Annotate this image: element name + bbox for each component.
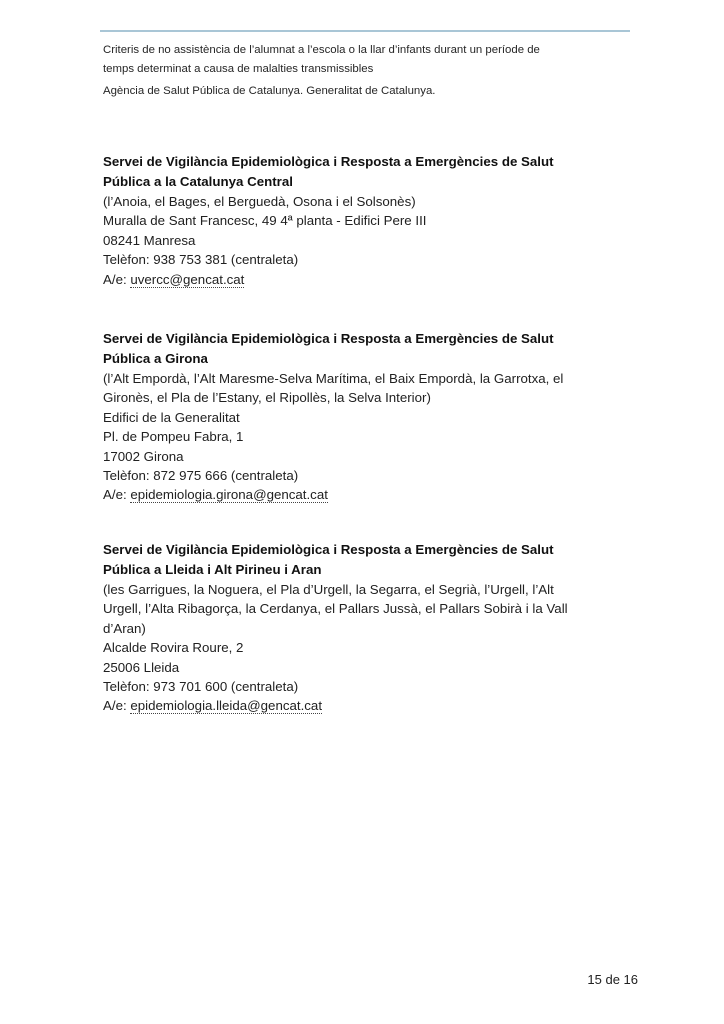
section-email-line xyxy=(103,696,628,715)
section-address-line: Muralla de Sant Francesc, 49 4ª planta - Edifici Pere III xyxy=(103,213,427,229)
section-heading-line: Servei de Vigilància Epidemiològica i Resposta a Emergències de Salut xyxy=(103,154,554,169)
section-regions-line: d’Aran) xyxy=(103,620,146,636)
section-regions-line: (les Garrigues, la Noguera, el Pla d’Urgell, la Segarra, el Segrià, l’Urgell, l’Alt xyxy=(103,582,554,597)
section-lleida-alt-pirineu-aran xyxy=(103,540,628,716)
doc-title-line-2: temps determinat a causa de malalties transmissibles xyxy=(103,62,374,75)
email-label: A/e: xyxy=(103,698,131,714)
email-label: A/e: xyxy=(103,487,131,503)
section-regions-line: (l’Anoia, el Bages, el Berguedà, Osona i el Solsonès) xyxy=(103,194,416,209)
section-heading-line: Servei de Vigilància Epidemiològica i Resposta a Emergències de Salut xyxy=(103,542,554,557)
section-heading-line: Pública a Girona xyxy=(103,351,208,366)
page-number: 15 de 16 xyxy=(587,972,638,987)
section-heading-line: Pública a Lleida i Alt Pirineu i Aran xyxy=(103,562,322,577)
doc-agency: Agència de Salut Pública de Catalunya. Generalitat de Catalunya. xyxy=(103,85,436,97)
email-link[interactable]: epidemiologia.girona@gencat.cat xyxy=(130,487,328,503)
section-phone-line: Telèfon: 872 975 666 (centraleta) xyxy=(103,468,299,484)
section-city-line: 08241 Manresa xyxy=(103,232,196,248)
section-regions-line: Gironès, el Pla de l’Estany, el Ripollès, la Selva Interior) xyxy=(103,390,431,406)
section-address-line: Alcalde Rovira Roure, 2 xyxy=(103,640,244,656)
header-rule xyxy=(100,30,630,32)
section-building-line: Edifici de la Generalitat xyxy=(103,409,240,425)
section-phone-line: Telèfon: 973 701 600 (centraleta) xyxy=(103,679,299,695)
email-link[interactable]: epidemiologia.lleida@gencat.cat xyxy=(130,698,323,714)
section-girona xyxy=(103,329,628,505)
section-catalunya-central xyxy=(103,152,628,289)
section-email-line xyxy=(103,485,628,504)
email-label: A/e: xyxy=(103,271,131,287)
doc-title-line-1: Criteris de no assistència de l’alumnat a l’escola o la llar d’infants durant un període de xyxy=(103,44,540,56)
email-link[interactable]: uvercc@gencat.cat xyxy=(130,271,245,287)
section-phone-line: Telèfon: 938 753 381 (centraleta) xyxy=(103,252,299,268)
section-city-line: 25006 Lleida xyxy=(103,659,180,675)
section-regions-line: (l’Alt Empordà, l’Alt Maresme-Selva Marítima, el Baix Empordà, la Garrotxa, el xyxy=(103,371,564,386)
section-city-line: 17002 Girona xyxy=(103,448,184,464)
section-email-line xyxy=(103,270,628,289)
section-heading-line: Servei de Vigilància Epidemiològica i Resposta a Emergències de Salut xyxy=(103,331,554,346)
section-heading-line: Pública a la Catalunya Central xyxy=(103,174,293,189)
section-regions-line: Urgell, l’Alta Ribagorça, la Cerdanya, el Pallars Jussà, el Pallars Sobirà i la Vall xyxy=(103,601,568,617)
page-header xyxy=(103,41,628,101)
section-address-line: Pl. de Pompeu Fabra, 1 xyxy=(103,429,244,445)
